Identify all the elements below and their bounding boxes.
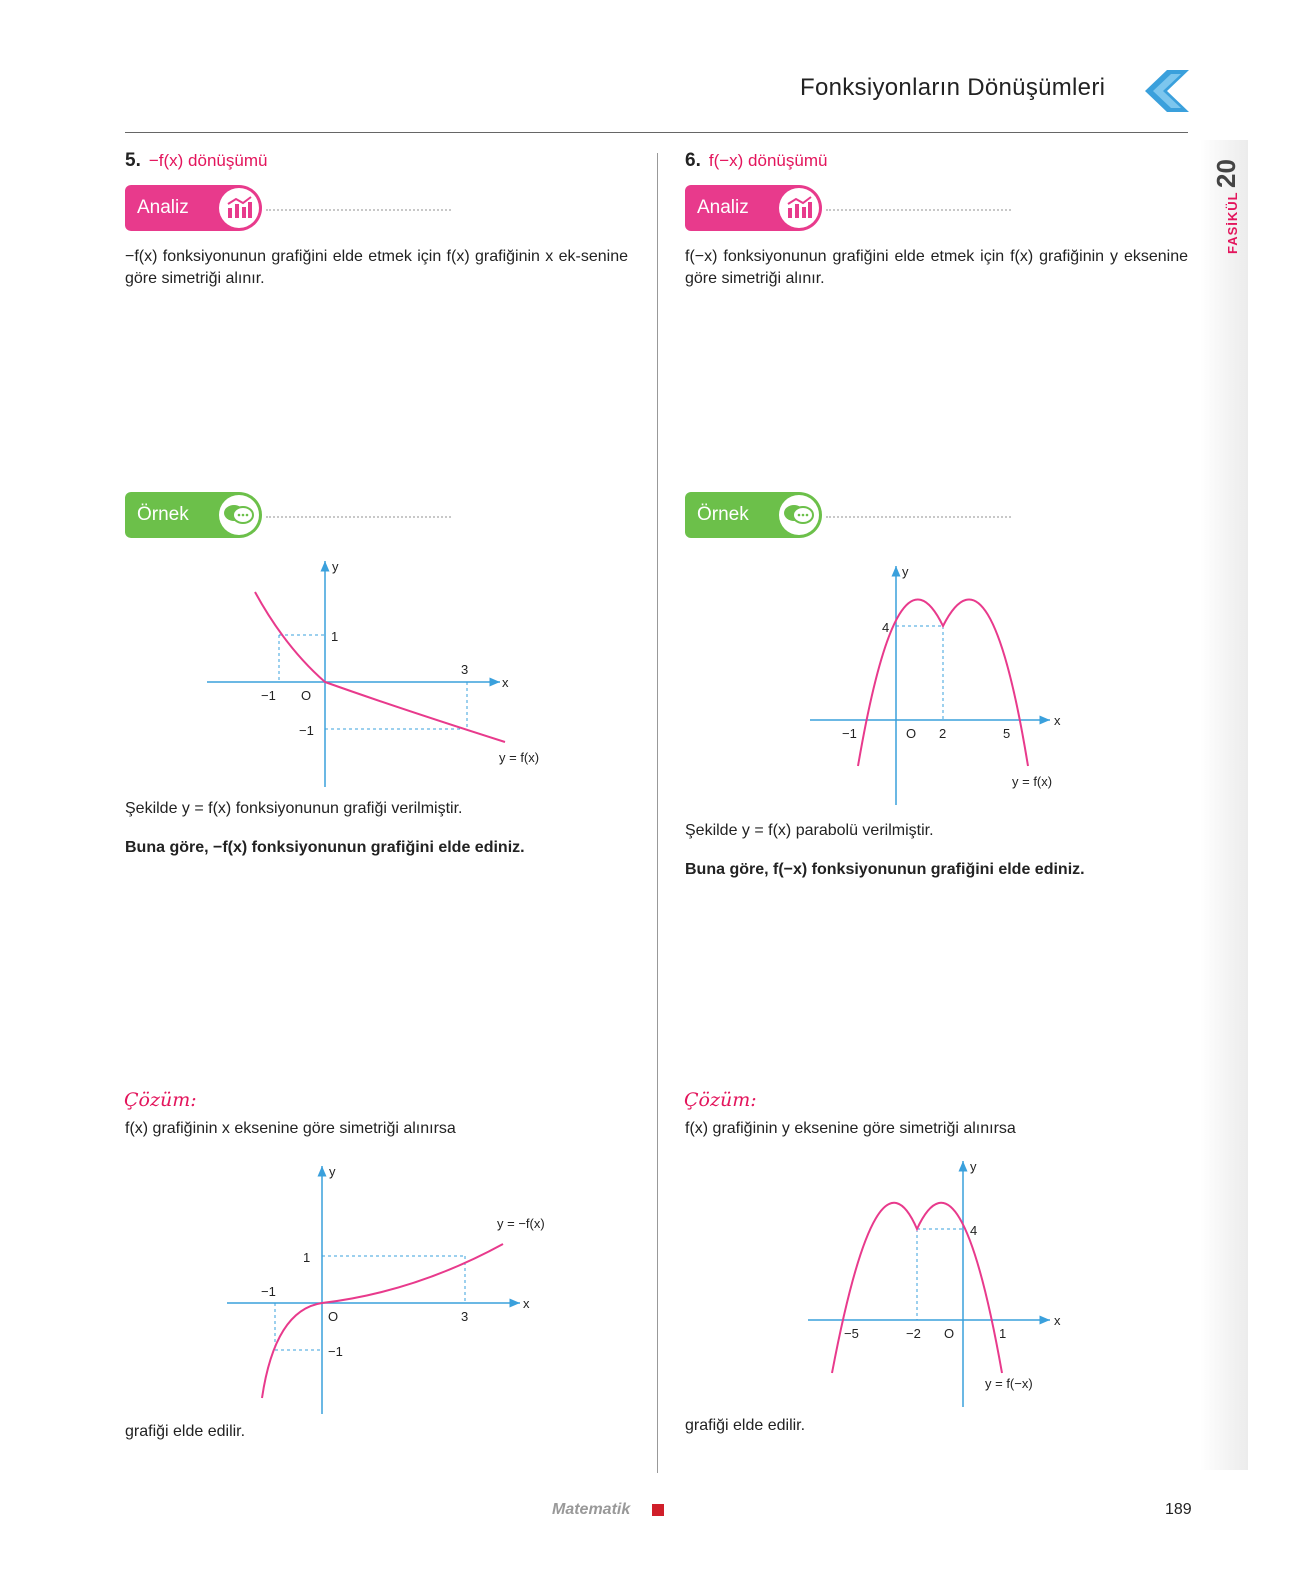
x-axis-label: x [502, 675, 509, 690]
question-text: Buna göre, −f(x) fonksiyonunun grafiğini elde ediniz. [125, 839, 525, 856]
statement-text: Şekilde y = f(x) fonksiyonunun grafiği verilmiştir. [125, 800, 463, 817]
bar-chart-icon [219, 188, 259, 228]
example-graph-right [800, 560, 1080, 810]
cozum-label: Çözüm: [684, 1089, 757, 1111]
chat-bubbles-icon [779, 495, 819, 535]
tick-label-1: 1 [999, 1326, 1007, 1341]
tick-label-4: 4 [882, 620, 890, 635]
fasikul-number: 20 [1211, 159, 1241, 188]
tick-label-5: 5 [1003, 726, 1011, 741]
question-text: Buna göre, f(−x) fonksiyonunun grafiğini elde ediniz. [685, 861, 1085, 878]
tick-label-3: 3 [461, 662, 469, 677]
column-divider [657, 153, 658, 1473]
tick-label-minus1-y: −1 [299, 723, 314, 738]
page-number: 189 [1165, 1501, 1192, 1518]
curve-label: y = f(x) [1012, 774, 1053, 789]
origin-label: O [944, 1326, 955, 1341]
origin-label: O [906, 726, 917, 741]
analiz-label: Analiz [137, 197, 189, 218]
tick-label-minus5: −5 [844, 1326, 859, 1341]
y-axis-label: y [970, 1159, 977, 1174]
solution-text: f(x) grafiğinin x eksenine göre simetriği alınırsa [125, 1120, 456, 1137]
chevron-left-icon [1145, 68, 1191, 114]
fasikul-word: FASİKÜL [1225, 191, 1240, 254]
analiz-text: −f(x) fonksiyonunun grafiğini elde etmek için f(x) grafiğinin x ek-senine göre simetriği alınır. [125, 248, 628, 287]
ornek-label: Örnek [137, 504, 189, 525]
tick-label-4: 4 [970, 1223, 978, 1238]
bar-chart-icon [779, 188, 819, 228]
solution-graph-right [800, 1155, 1080, 1410]
section-5-heading [125, 150, 267, 172]
analiz-badge [685, 185, 822, 231]
x-axis-label: x [523, 1296, 530, 1311]
section-6-heading [685, 150, 827, 172]
chat-bubbles-icon [219, 495, 259, 535]
side-strip [1200, 140, 1248, 1470]
section-title: −f(x) dönüşümü [148, 151, 268, 170]
tick-label-minus1-x: −1 [261, 688, 276, 703]
analiz-label: Analiz [697, 197, 749, 218]
curve-label: y = f(−x) [985, 1376, 1033, 1391]
tick-label-3: 3 [461, 1309, 469, 1324]
page-title: Fonksiyonların Dönüşümleri [800, 74, 1106, 101]
tick-label-minus1-x: −1 [261, 1284, 276, 1299]
ornek-label: Örnek [697, 504, 749, 525]
solution-text: f(x) grafiğinin y eksenine göre simetriği alınırsa [685, 1120, 1016, 1137]
tick-label-1: 1 [331, 629, 339, 644]
analiz-text: f(−x) fonksiyonunun grafiğini elde etmek için f(x) grafiğinin y eksenine göre simetriği alınır. [685, 248, 1188, 287]
x-axis-label: x [1054, 713, 1061, 728]
dotted-leader [826, 209, 1011, 211]
header-divider [125, 132, 1188, 133]
tick-label-minus2: −2 [906, 1326, 921, 1341]
origin-label: O [328, 1309, 339, 1324]
tick-label-1: 1 [303, 1250, 311, 1265]
dotted-leader [826, 516, 1011, 518]
footer-subject: Matematik [552, 1501, 631, 1518]
footer-square-icon [652, 1504, 664, 1516]
section-number: 6. [685, 150, 701, 171]
conclusion-text: grafiği elde edilir. [125, 1423, 246, 1440]
conclusion-text: grafiği elde edilir. [685, 1417, 806, 1434]
section-title: f(−x) dönüşümü [708, 151, 828, 170]
cozum-label: Çözüm: [124, 1089, 197, 1111]
tick-label-minus1: −1 [842, 726, 857, 741]
section-number: 5. [125, 150, 141, 171]
x-axis-label: x [1054, 1313, 1061, 1328]
curve-label: y = f(x) [499, 750, 540, 765]
y-axis-label: y [902, 564, 909, 579]
ornek-badge [685, 492, 822, 538]
example-graph-left [195, 555, 565, 790]
tick-label-2: 2 [939, 726, 947, 741]
curve-label: y = −f(x) [497, 1216, 545, 1231]
y-axis-label: y [332, 559, 339, 574]
analiz-badge [125, 185, 262, 231]
dotted-leader [266, 516, 451, 518]
fasikul-badge [1207, 150, 1243, 260]
origin-label: O [301, 688, 312, 703]
y-axis-label: y [329, 1164, 336, 1179]
tick-label-minus1-y: −1 [328, 1344, 343, 1359]
ornek-badge [125, 492, 262, 538]
solution-graph-left [215, 1160, 575, 1415]
dotted-leader [266, 209, 451, 211]
statement-text: Şekilde y = f(x) parabolü verilmiştir. [685, 822, 934, 839]
